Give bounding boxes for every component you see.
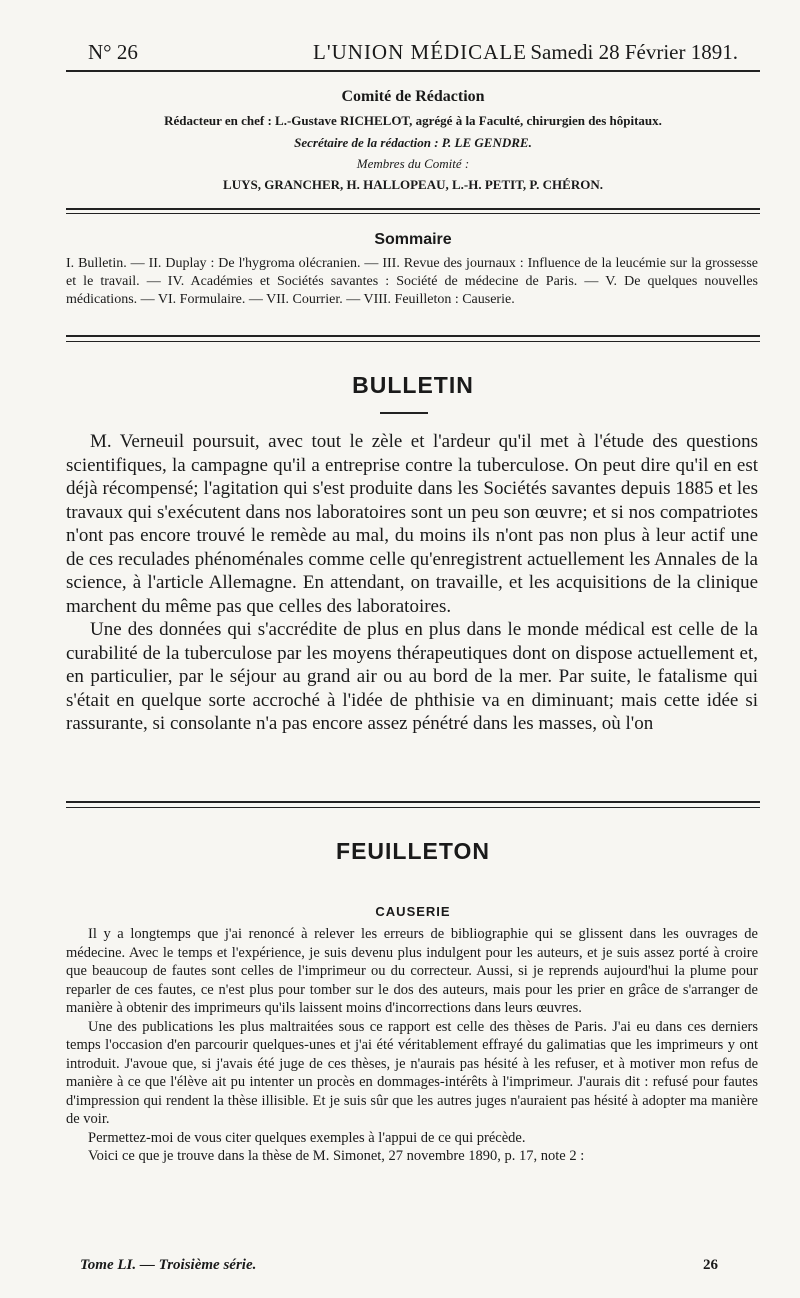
- editor-line: Rédacteur en chef : L.-Gustave RICHELOT, agrégé à la Faculté, chirurgien des hôpitaux.: [164, 113, 662, 128]
- tome-label: Tome LI. — Troisième série.: [80, 1257, 257, 1273]
- page-footer: [80, 1257, 738, 1274]
- bulletin-paragraph: M. Verneuil poursuit, avec tout le zèle et l'ardeur qu'il met à l'étude des questions scientifiques, la campagne qu'il a entreprise contre la tuberculose. On peut dire qu'il en est déjà récompensé; l'agitation qui s'est produite dans les Sociétés savantes depuis 1885 et les travaux qui s'exécutent dans nos laboratoires sont un peu son œuvre; et si nos compatriotes n'ont pas encore trouvé le remède au mal, du moins ils n'ont pas non plus à leur actif une de ces reculades phénoménales comme celle qu'enregistrent actuellement les Annales de la science, à l'article Allemagne. En attendant, on travaille, et les acquisitions de la clinique marchent du même pas que celles des laboratoires.: [66, 431, 758, 617]
- committee-rule: [66, 208, 760, 210]
- issue-date: Samedi 28 Février 1891.: [530, 40, 738, 64]
- bulletin-paragraph: Une des données qui s'accrédite de plus en plus dans le monde médical est celle de la curabilité de la tuberculose par les moyens thérapeutiques dont on dispose actuellement et, en particulier, par le séjour au grand air ou au bord de la mer. Par suite, le fatalisme qui s'était en quelque sorte accroché à l'idée de phthisie va en diminuant; mais cette idée si rassurante, si consolante n'a pas encore assez pénétré dans les masses, où l'on: [66, 619, 758, 734]
- sommaire-rule: [66, 335, 760, 337]
- feuilleton-title: FEUILLETON: [336, 838, 490, 864]
- bulletin-body: [66, 430, 758, 736]
- secretary-line: Secrétaire de la rédaction : P. LE GENDRE.: [294, 135, 532, 150]
- bulletin-end-rule: [66, 801, 760, 803]
- journal-title: L'UNION MÉDICALE: [313, 40, 528, 64]
- page-header: [78, 36, 738, 66]
- committee-title: Comité de Rédaction: [341, 88, 485, 105]
- bulletin-subrule: [380, 412, 428, 414]
- page-number: 26: [703, 1257, 718, 1273]
- sommaire-text: I. Bulletin. — II. Duplay : De l'hygroma olécranien. — III. Revue des journaux : Influence de la leucémie sur la grossesse et le travail. — IV. Académies et Sociétés savantes : Société de médecine de Paris. — V. De quelques nouvelles médications. — VI. Formulaire. — VII. Courrier. — VIII. Feuilleton : Causerie.: [66, 256, 758, 307]
- sommaire-title: Sommaire: [374, 231, 452, 248]
- issue-number: N° 26: [88, 40, 138, 64]
- committee-rule-2: [66, 213, 760, 214]
- committee-members: LUYS, GRANCHER, H. HALLOPEAU, L.-H. PETIT, P. CHÉRON.: [223, 177, 603, 192]
- feuilleton-paragraph: Permettez-moi de vous citer quelques exemples à l'appui de ce qui précède.: [88, 1129, 526, 1146]
- bulletin-end-rule-2: [66, 807, 760, 808]
- causerie-title: CAUSERIE: [375, 904, 451, 919]
- bulletin-title: BULLETIN: [352, 372, 474, 398]
- members-label: Membres du Comité :: [356, 156, 470, 171]
- feuilleton-paragraph: Voici ce que je trouve dans la thèse de M. Simonet, 27 novembre 1890, p. 17, note 2 :: [88, 1148, 585, 1164]
- sommaire-rule-2: [66, 341, 760, 342]
- feuilleton-body: [66, 925, 758, 1166]
- feuilleton-paragraph: Il y a longtemps que j'ai renoncé à relever les erreurs de bibliographie qui se glissent dans les ouvrages de médecine. Avec le temps et l'expérience, je suis devenu plus indulgent pour les auteurs, et je suis assez porté à croire que beaucoup de fautes sont celles de l'imprimeur ou du correcteur. Aussi, si je reprends aujourd'hui la plume pour reparler de ces fautes, ce n'est plus pour tomber sur le dos des auteurs, mais pour les prier en grâce de s'arranger de manière à obtenir des imprimeurs qu'ils laissent moins d'incorrections dans leurs œuvres.: [66, 926, 758, 1016]
- header-rule: [66, 70, 760, 72]
- feuilleton-paragraph: Une des publications les plus maltraitées sous ce rapport est celle des thèses de Paris. J'ai eu dans ces derniers temps l'occasion d'en parcourir quelques-unes et j'ai été véritablement effrayé du galimatias que les imprimeurs y ont introduit. J'avoue que, si j'avais été juge de ces thèses, je n'aurais pas hésité à les refuser, et à motiver mon refus de manière à ce que l'élève ait pu intenter un procès en dommages-intérêts à l'imprimeur. J'aurais dit : refusé pour fautes d'impression qui rendent la thèse illisible. Et je suis sûr que les autres juges n'auraient pas hésité à adopter ma manière de voir.: [66, 1018, 758, 1127]
